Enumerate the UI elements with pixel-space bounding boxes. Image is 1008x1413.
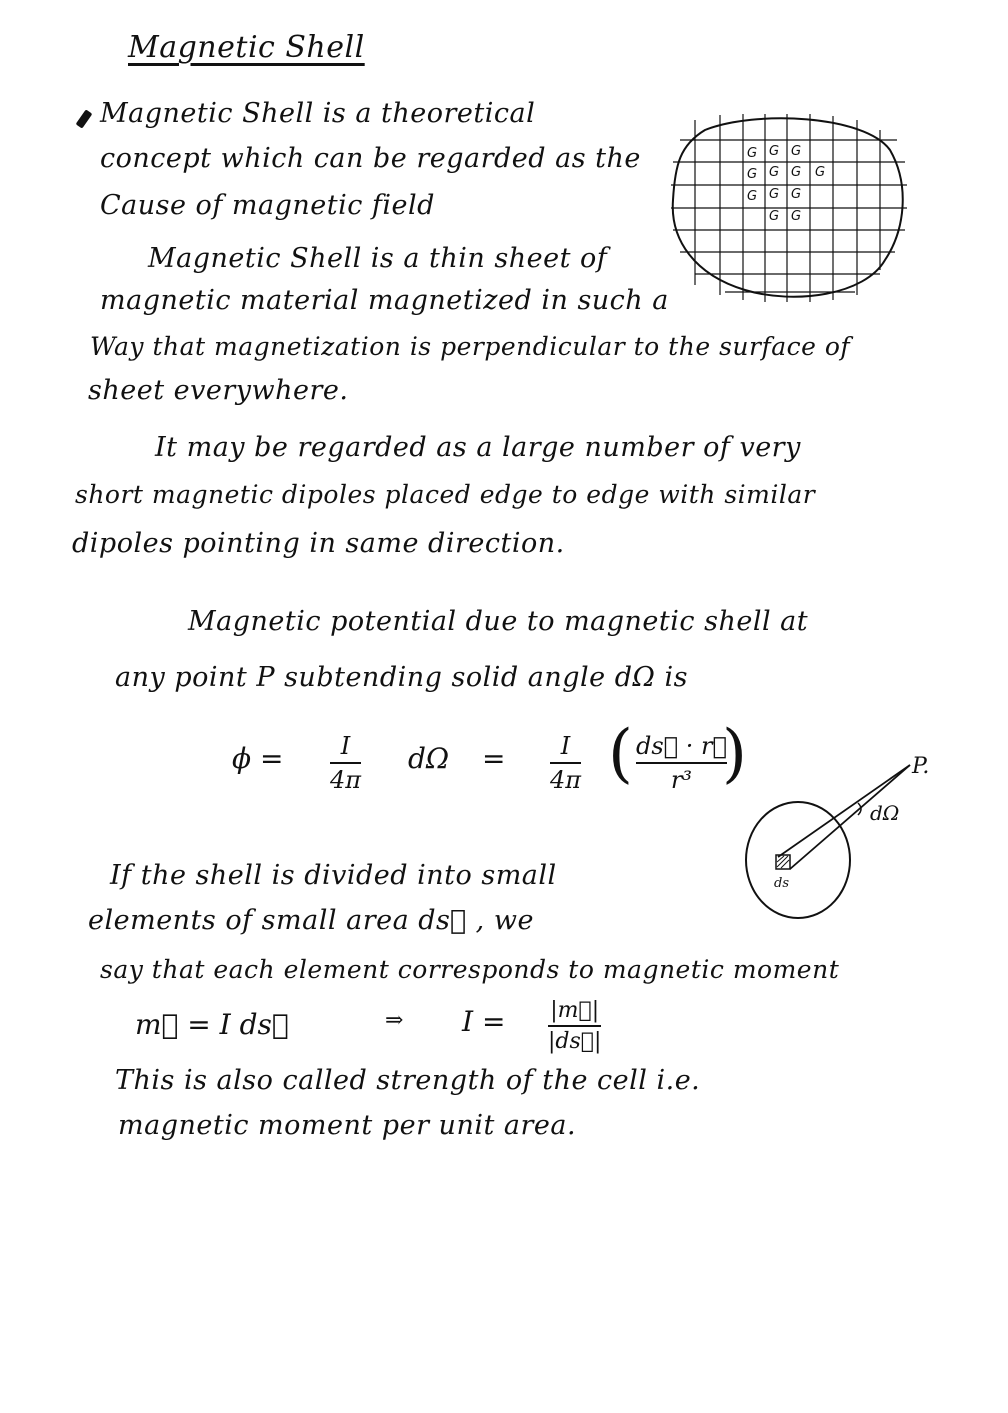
equation-2-fraction — [548, 998, 601, 1054]
paragraph-1-line-3: Cause of magnetic field — [100, 190, 435, 221]
paragraph-4-line-2: any point P subtending solid angle dΩ is — [115, 662, 688, 693]
equation-1-d-omega: dΩ — [408, 742, 450, 775]
paragraph-3-line-1: It may be regarded as a large number of very — [155, 432, 801, 463]
fraction-3-denominator: r³ — [670, 766, 692, 794]
grid-cell-g: G — [769, 144, 780, 159]
d-omega-label: dΩ — [870, 801, 900, 825]
grid-cell-g: G — [769, 165, 780, 180]
equation-2-rhs-lhs: I = — [462, 1005, 506, 1038]
fraction-3-numerator: ds⃗ · r⃗ — [636, 732, 727, 760]
point-p-label: P. — [912, 754, 930, 779]
fraction-1-numerator: I — [340, 732, 351, 760]
paragraph-5-line-3: say that each element corresponds to magnetic moment — [100, 955, 840, 984]
magnetic-shell-grid-diagram — [665, 110, 915, 310]
grid-cell-g: G — [791, 209, 802, 224]
fraction-bar — [330, 762, 361, 764]
grid-cell-g: G — [769, 209, 780, 224]
grid-cell-g: G — [815, 165, 826, 180]
grid-cell-g: G — [791, 165, 802, 180]
grid-cell-g: G — [791, 144, 802, 159]
fraction-2-denominator: 4π — [550, 766, 582, 794]
page-title: Magnetic Shell — [128, 30, 365, 65]
ds-element-label: ds — [774, 876, 789, 891]
paragraph-2-line-1: Magnetic Shell is a thin sheet of — [148, 243, 608, 274]
grid-cell-g: G — [747, 167, 758, 182]
equation-1-equals: = — [482, 742, 506, 775]
paragraph-4-line-1: Magnetic potential due to magnetic shell at — [188, 606, 809, 637]
paragraph-1-line-2: concept which can be regarded as the — [100, 143, 641, 174]
solid-angle-diagram — [740, 745, 955, 925]
right-parenthesis: ) — [722, 717, 747, 791]
implies-arrow: ⇒ — [385, 1008, 404, 1033]
fraction-1-denominator: 4π — [330, 766, 362, 794]
paragraph-2-line-3: Way that magnetization is perpendicular to the surface of — [90, 332, 851, 361]
equation-1-lhs: ϕ = — [232, 742, 284, 775]
paragraph-2-line-2: magnetic material magnetized in such a — [100, 285, 669, 316]
fraction-numerator: |m⃗| — [550, 998, 600, 1023]
grid-cell-g: G — [747, 189, 758, 204]
fraction-2-numerator: I — [560, 732, 571, 760]
paragraph-1-line-1: Magnetic Shell is a theoretical — [100, 98, 536, 129]
left-parenthesis: ( — [608, 717, 633, 791]
grid-cell-g: G — [791, 187, 802, 202]
paragraph-5-line-2: elements of small area ds⃗ , we — [88, 905, 534, 936]
grid-cell-g: G — [747, 146, 758, 161]
bullet-mark — [76, 109, 93, 128]
equation-2-lhs: m⃗ = I ds⃗ — [135, 1008, 289, 1041]
paragraph-3-line-2: short magnetic dipoles placed edge to edge with similar — [75, 480, 816, 509]
paragraph-2-line-4: sheet everywhere. — [88, 375, 349, 406]
equation-1-fraction-1 — [330, 732, 361, 794]
fraction-bar — [548, 1025, 601, 1027]
fraction-bar — [636, 762, 727, 764]
fraction-denominator: |ds⃗| — [548, 1029, 602, 1054]
fraction-bar — [550, 762, 581, 764]
paragraph-3-line-3: dipoles pointing in same direction. — [72, 528, 565, 559]
paragraph-6-line-1: This is also called strength of the cell i.e. — [115, 1065, 701, 1096]
paragraph-5-line-1: If the shell is divided into small — [110, 860, 557, 891]
equation-1-fraction-2 — [550, 732, 581, 794]
equation-1-fraction-3 — [636, 732, 727, 794]
grid-cell-g: G — [769, 187, 780, 202]
paragraph-6-line-2: magnetic moment per unit area. — [118, 1110, 577, 1141]
